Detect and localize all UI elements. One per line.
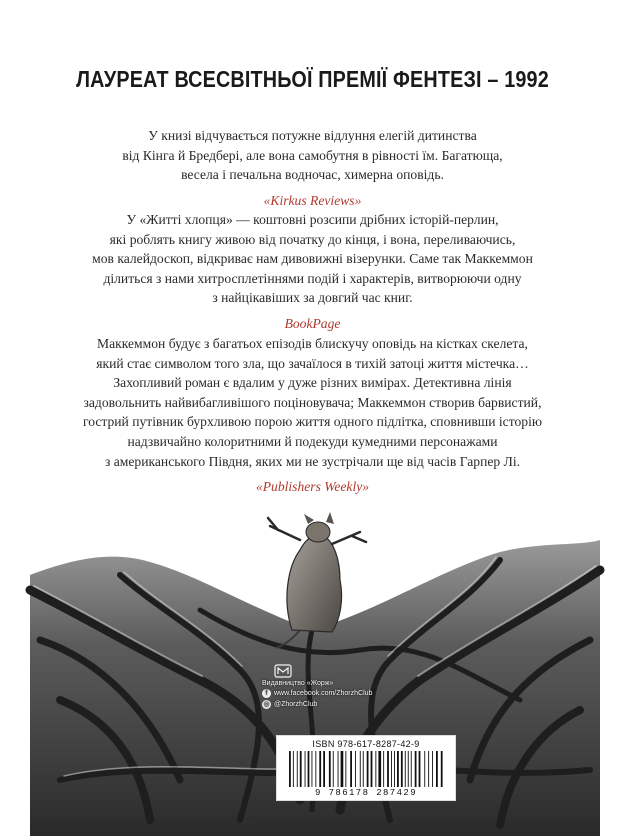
review-source: BookPage (284, 315, 341, 331)
barcode-bar (345, 751, 346, 787)
facebook-line (262, 689, 372, 698)
review-line: який стає символом того зла, що зачаїлося в тихій затоці життя містечка… (96, 355, 529, 371)
barcode-bar (378, 751, 381, 787)
review-line: Маккеммон будує з багатьох епізодів блискучу оповідь на кістках скелета, (97, 336, 528, 351)
review-line: мов калейдоскоп, відкриває нам дивовижні візерунки. Саме так Маккеммон (92, 251, 533, 267)
barcode-bar (436, 751, 438, 787)
review-bookpage (40, 210, 585, 334)
isbn-barcode (276, 735, 456, 801)
barcode-bar (315, 751, 316, 787)
barcode-bar (391, 751, 392, 787)
barcode-bar (375, 751, 376, 787)
barcode-bar (394, 751, 395, 787)
barcode-bar (383, 751, 384, 787)
barcode-bar (308, 751, 310, 787)
instagram-handle[interactable]: @ZhorzhClub (274, 701, 318, 708)
barcode-bar (323, 751, 325, 787)
barcode-bar (363, 751, 364, 787)
barcode-bar (419, 751, 421, 787)
barcode-bar (341, 751, 344, 787)
barcode-bar (305, 751, 306, 787)
review-line: з найцікавіших за довгий час книг. (212, 290, 413, 306)
barcode-bar (387, 751, 389, 787)
barcode-bar (397, 751, 399, 787)
review-line: з американського Півдня, яких ми не зустрічали ще від часів Гарпер Лі. (104, 453, 520, 469)
barcode-bars-icon (287, 751, 445, 787)
barcode-bar (371, 751, 373, 787)
barcode-bar (360, 751, 361, 787)
publisher-logo-icon (274, 664, 292, 678)
review-line: від Кінга й Бредбері, але вона самобутня в рівності їм. Багатюща, (122, 147, 503, 163)
barcode-bar (411, 751, 412, 787)
facebook-icon: f (262, 689, 271, 698)
barcode-bar (338, 751, 339, 787)
barcode-bar (355, 751, 356, 787)
review-line: У «Житті хлопця» — коштовні розсипи дрібних історій-перлин, (126, 212, 499, 227)
facebook-link[interactable]: www.facebook.com/ZhorzhClub (274, 690, 373, 697)
barcode-bar (367, 751, 369, 787)
review-line: весела і печальна водночас, химерна оповідь. (181, 167, 444, 183)
review-publishers-weekly (40, 334, 585, 497)
barcode-bar (428, 751, 429, 787)
review-line: Захопливий роман є вдалим у дуже різних вимірах. Детективна лінія (113, 375, 512, 391)
barcode-bar (333, 751, 334, 787)
barcode-bar (350, 751, 352, 787)
isbn-number: ISBN 978-617-8287-42-9 (312, 739, 420, 749)
review-source: «Publishers Weekly» (255, 479, 370, 495)
publisher-name: Видавництво «Жорж» (262, 680, 334, 687)
barcode-digits: 9 786178 287429 (314, 788, 417, 798)
award-headline: ЛАУРЕАТ ВСЕСВІТНЬОЇ ПРЕМІЇ ФЕНТЕЗІ – 1992 (76, 66, 549, 92)
review-line: У книзі відчувається потужне відлуння елегій дитинства (148, 128, 477, 143)
barcode-bar (424, 751, 425, 787)
barcode-bar (300, 751, 302, 787)
barcode-bar (289, 751, 291, 787)
barcode-bar (329, 751, 331, 787)
publisher-imprint (262, 664, 372, 711)
instagram-line (262, 700, 372, 709)
review-line: ділиться з нами хитросплетіннями подій і характерів, витворюючи одну (103, 270, 522, 286)
review-line: які роблять книгу живою від початку до кінця, і вона, переливаючись, (109, 231, 516, 247)
barcode-bar (441, 751, 443, 787)
barcode-bar (319, 751, 321, 787)
barcode-bar (405, 751, 406, 787)
review-line: гострий путівник бурхливою порою життя одного підлітка, сповнивши історію (82, 414, 543, 430)
barcode-bar (408, 751, 409, 787)
barcode-bar (415, 751, 417, 787)
review-source: «Kirkus Reviews» (263, 192, 362, 208)
review-kirkus (40, 126, 585, 210)
instagram-icon: ◎ (263, 701, 270, 708)
barcode-bar (401, 751, 403, 787)
barcode-bar (432, 751, 433, 787)
barcode-bar (293, 751, 294, 787)
publisher-name-line (262, 680, 372, 687)
barcode-bar (312, 751, 313, 787)
review-line: надзвичайно колоритними й подекуди кумедними персонажами (127, 433, 498, 449)
review-line: задовольнить найвибагливішого поціновувача; Маккеммон створив барвистий, (83, 394, 542, 410)
barcode-bar (297, 751, 298, 787)
